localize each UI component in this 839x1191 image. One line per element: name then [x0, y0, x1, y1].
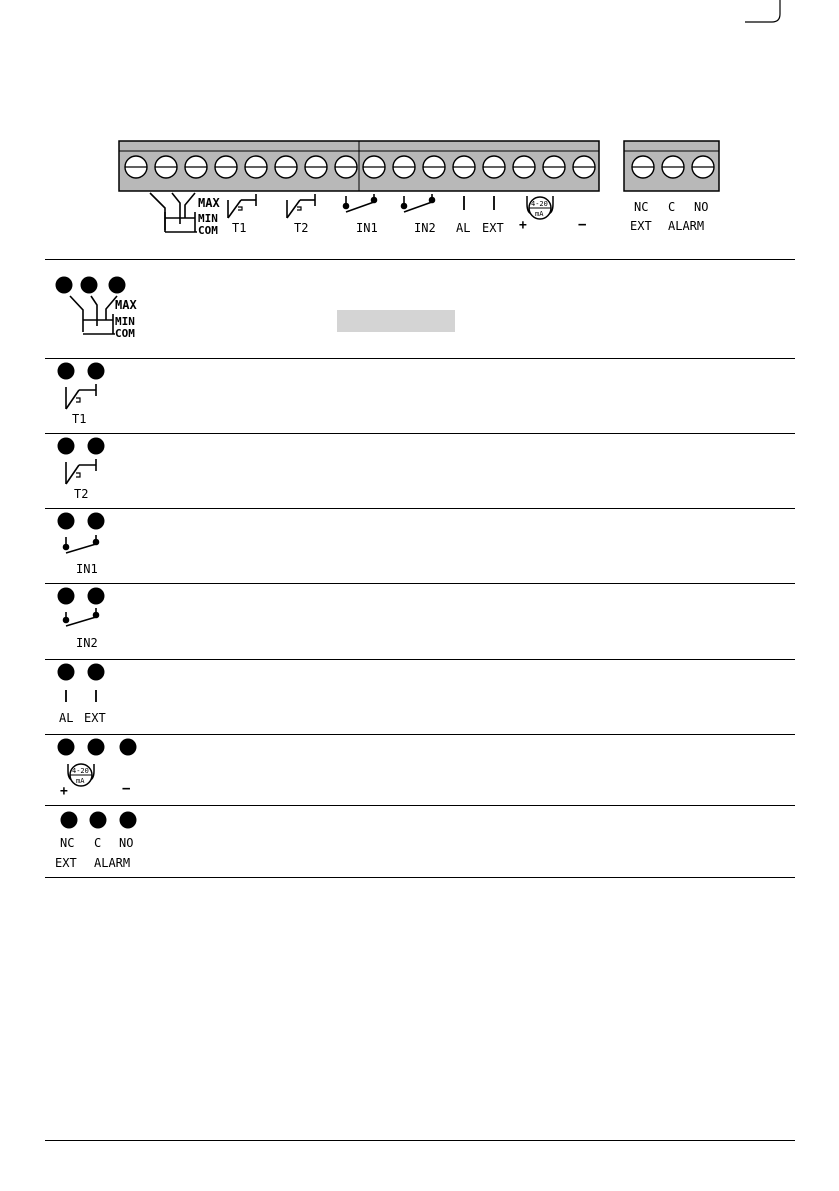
- ext-label: EXT: [482, 221, 504, 235]
- legend-row-in2: [45, 583, 795, 659]
- level-min-label: MIN: [198, 212, 218, 225]
- in2-switch-symbol: [402, 194, 435, 212]
- analog-plus-label: +: [519, 218, 527, 233]
- legend-row-al-ext: [45, 659, 795, 734]
- alarm-row-symbol: [45, 806, 195, 877]
- svg-text:NC: NC: [60, 836, 75, 850]
- relay-c-label: C: [668, 200, 676, 214]
- legend-row-alarm: [45, 805, 795, 878]
- in2-label: IN2: [414, 221, 436, 235]
- analog-unit-label: mA: [535, 210, 544, 218]
- al-ext-row-symbol: [45, 660, 195, 734]
- footer-rule: [45, 1140, 795, 1141]
- legend-row-analog: [45, 734, 795, 805]
- terminal-block-diagram: [0, 0, 839, 260]
- level-max-label: MAX: [198, 196, 220, 210]
- legend-row-t2: [45, 433, 795, 508]
- svg-text:−: −: [122, 781, 131, 797]
- analog-minus-label: −: [578, 217, 587, 233]
- svg-text:mA: mA: [76, 777, 85, 785]
- svg-text:ALARM: ALARM: [94, 856, 131, 870]
- screw-terminals-relay: [632, 156, 714, 178]
- t2-label: T2: [294, 221, 309, 235]
- relay-alarm-label: ALARM: [668, 219, 705, 233]
- t1-row-symbol: [45, 359, 195, 433]
- svg-text:T1: T1: [72, 412, 87, 426]
- legend-row-t1: [45, 358, 795, 433]
- legend-row-level: [45, 259, 795, 358]
- svg-text:EXT: EXT: [55, 856, 77, 870]
- svg-text:MAX: MAX: [115, 298, 137, 312]
- relay-nc-label: NC: [634, 200, 649, 214]
- svg-text:COM: COM: [115, 327, 135, 340]
- svg-text:C: C: [94, 836, 102, 850]
- level-description-highlight: [337, 310, 455, 332]
- svg-text:4-20: 4-20: [72, 767, 89, 775]
- svg-text:AL: AL: [59, 711, 74, 725]
- analog-row-symbol: [45, 735, 195, 805]
- in1-switch-symbol: [344, 194, 377, 212]
- in1-row-symbol: [45, 509, 195, 583]
- al-label: AL: [456, 221, 471, 235]
- t2-thermostat-symbol: [287, 194, 315, 218]
- in1-label: IN1: [356, 221, 378, 235]
- terminal-legend-table: [45, 259, 795, 878]
- legend-row-in1: [45, 508, 795, 583]
- relay-ext-label: EXT: [630, 219, 652, 233]
- svg-text:T2: T2: [74, 487, 89, 501]
- svg-text:MIN: MIN: [115, 315, 135, 328]
- svg-text:+: +: [60, 784, 68, 799]
- level-row-symbol: [45, 260, 195, 358]
- in2-row-symbol: [45, 584, 195, 659]
- svg-text:EXT: EXT: [84, 711, 106, 725]
- t1-label: T1: [232, 221, 247, 235]
- t2-row-symbol: [45, 434, 195, 508]
- level-com-label: COM: [198, 224, 218, 237]
- svg-text:NO: NO: [119, 836, 134, 850]
- svg-text:IN2: IN2: [76, 636, 98, 650]
- level-probe-symbol: [150, 193, 197, 232]
- t1-thermostat-symbol: [228, 194, 256, 218]
- analog-range-label: 4-20: [531, 200, 548, 208]
- svg-text:IN1: IN1: [76, 562, 98, 576]
- relay-no-label: NO: [694, 200, 709, 214]
